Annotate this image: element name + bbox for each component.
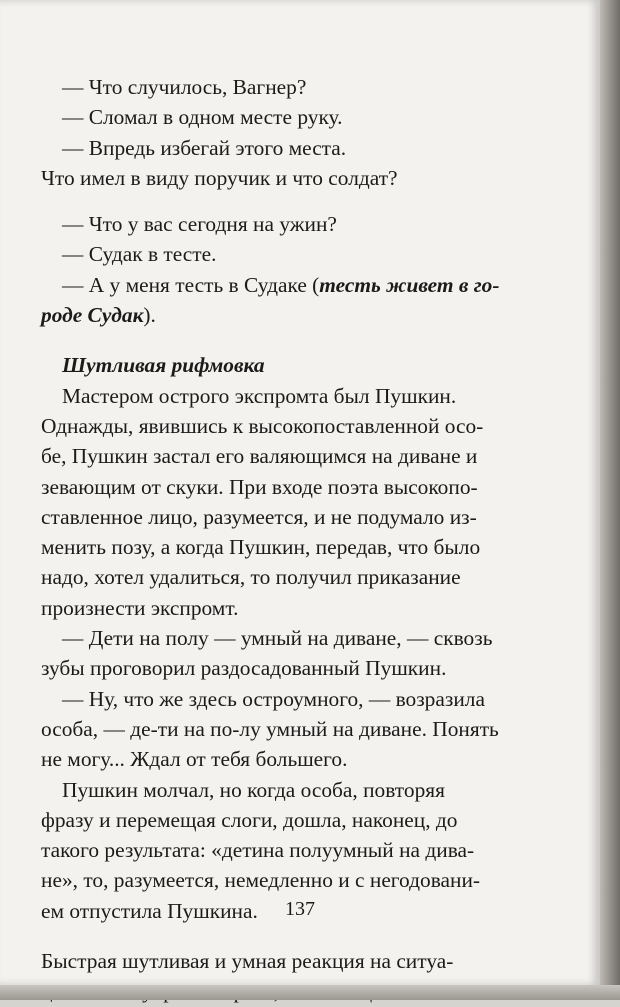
paragraph-line: ем отпустила Пушкина. <box>41 896 558 926</box>
paragraph-line: Быстрая шутливая и умная реакция на ситуа- <box>41 946 558 976</box>
paragraph-line: зевающим от скуки. При входе поэта высокопо- <box>41 472 558 502</box>
paragraph-line: надо, хотел удалиться, то получил приказание <box>41 562 558 592</box>
paragraph-line: Пушкин молчал, но когда особа, повторяя <box>62 775 558 805</box>
dialogue-line: — Впредь избегай этого места. <box>62 133 558 163</box>
page-number: 137 <box>0 898 600 921</box>
paragraph-line: — Дети на полу — умный на диване, — сквозь <box>62 623 558 653</box>
paragraph-line: — Ну, что же здесь остроумного, — возразила <box>62 684 558 714</box>
dialogue-text: — А у меня тесть в Судаке ( <box>62 273 319 297</box>
paragraph-line: произнести экспромт. <box>41 593 558 623</box>
paragraph-line: менить позу, а когда Пушкин, передав, что было <box>41 532 558 562</box>
paragraph-line: Мастером острого экспромта был Пушкин. <box>62 381 558 411</box>
italic-note: роде Судак <box>41 303 143 327</box>
paragraph-line: не могу... Ждал от тебя большего. <box>41 744 558 774</box>
dialogue-line: — Что случилось, Вагнер? <box>62 72 558 102</box>
dialogue-text: ). <box>143 303 155 327</box>
paragraph-line: Однажды, явившись к высокопоставленной осо- <box>41 411 558 441</box>
dialogue-line: — Сломал в одном месте руку. <box>62 102 558 132</box>
question-line: Что имел в виду поручик и что солдат? <box>41 163 558 193</box>
paragraph-line: такого результата: «детина полуумный на дива- <box>41 835 558 865</box>
paragraph-line: не», то, разумеется, немедленно и с негодовани- <box>41 865 558 895</box>
paragraph-line: бе, Пушкин застал его валяющимся на диване и <box>41 441 558 471</box>
dialogue-line <box>62 270 558 300</box>
page-bottom-edge <box>0 985 620 1000</box>
dialogue-line: — Судак в тесте. <box>62 239 558 269</box>
dialogue-line: — Что у вас сегодня на ужин? <box>62 209 558 239</box>
paragraph-line: фразу и перемещая слоги, дошла, наконец, до <box>41 805 558 835</box>
paragraph-line: ставленное лицо, разумеется, и не подумало из- <box>41 502 558 532</box>
dialogue-line <box>41 300 558 330</box>
paragraph-line: особа, — де-ти на по-лу умный на диване. Понять <box>41 714 558 744</box>
page-text <box>62 72 558 1007</box>
section-heading: Шутливая рифмовка <box>62 350 558 380</box>
italic-note: тесть живет в го- <box>319 273 499 297</box>
paragraph-line: зубы проговорил раздосадованный Пушкин. <box>41 653 558 683</box>
book-spine-edge <box>600 0 620 1000</box>
